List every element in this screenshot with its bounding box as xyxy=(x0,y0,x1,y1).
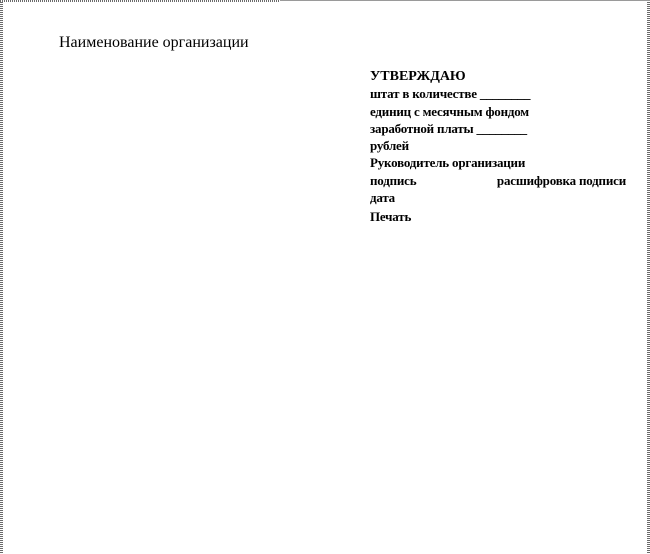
approval-salary: заработной платы ________ xyxy=(370,120,527,136)
approval-signature-row xyxy=(370,172,626,189)
page-border-top xyxy=(280,0,650,1)
approval-head: Руководитель организации xyxy=(370,155,526,171)
approval-staff-count: штат в количестве ________ xyxy=(370,86,531,102)
approval-date: дата xyxy=(370,190,395,206)
approval-signature-decoding: расшифровка подписи xyxy=(496,172,626,188)
page-border-left xyxy=(0,0,3,554)
approval-units-fund: единиц с месячным фондом xyxy=(370,103,529,119)
approval-title: УТВЕРЖДАЮ xyxy=(370,69,466,84)
organization-name: Наименование организации xyxy=(59,34,249,51)
approval-rubles: рублей xyxy=(370,138,409,154)
approval-signature: подпись xyxy=(370,172,417,188)
approval-block xyxy=(370,68,626,226)
approval-stamp: Печать xyxy=(370,209,412,225)
page-border-top-dotted xyxy=(0,0,280,2)
